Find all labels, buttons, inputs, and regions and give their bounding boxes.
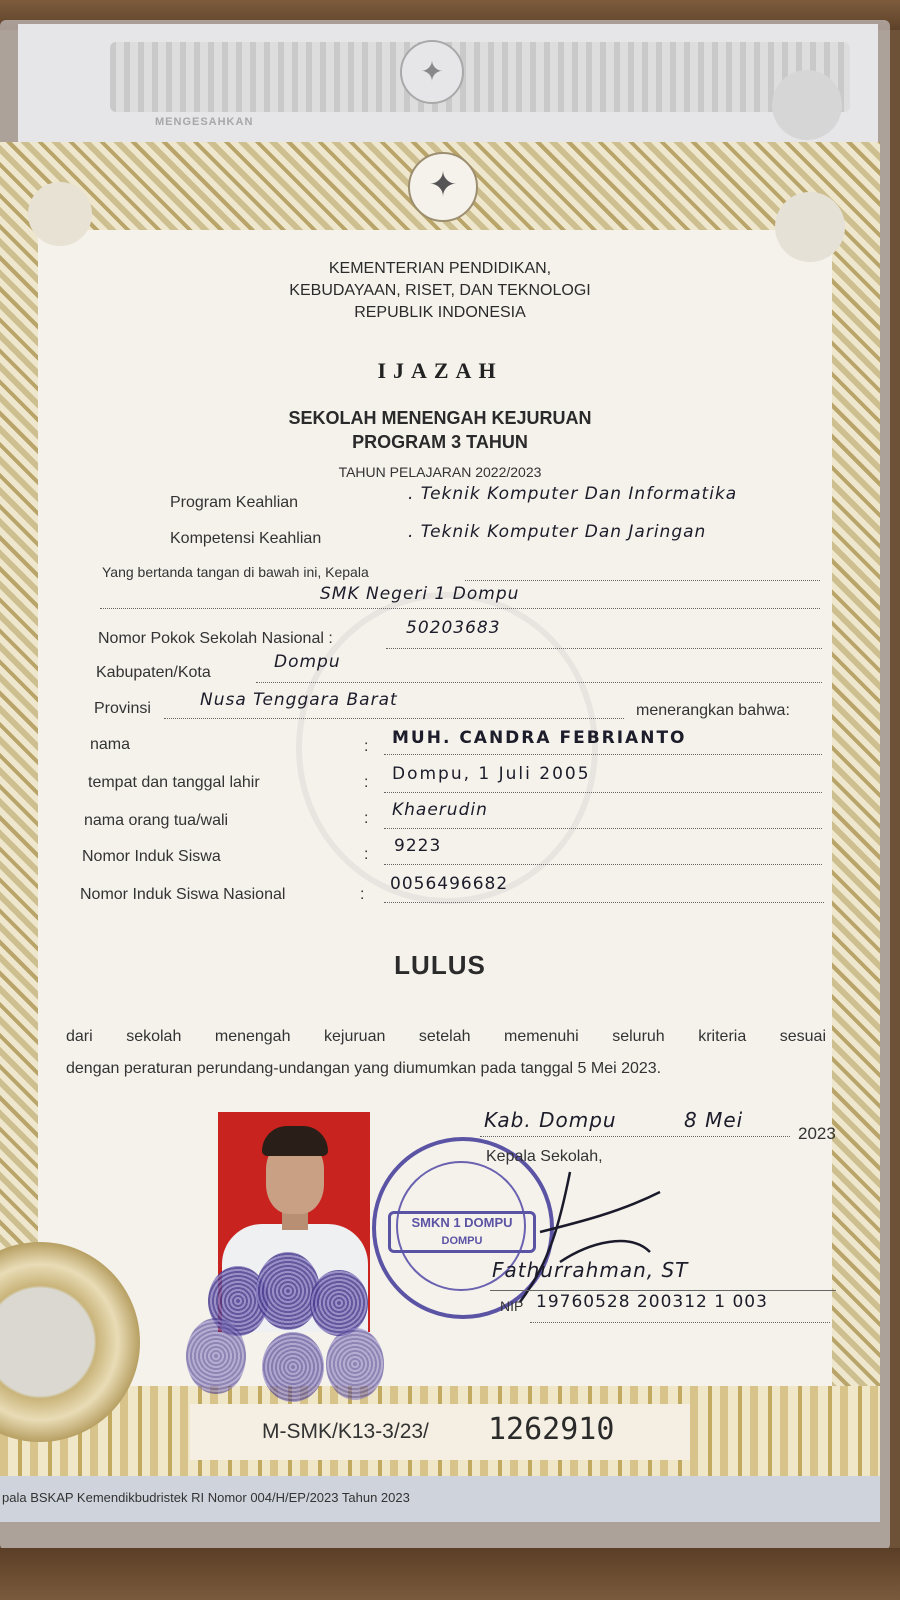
- ttl-dotted-line: [384, 792, 822, 793]
- provinsi-dotted-line: [164, 718, 624, 719]
- principal-name-underline: [490, 1290, 836, 1291]
- orang-tua-value: Khaerudin: [392, 800, 488, 820]
- fingerprint-mark: [326, 1328, 384, 1400]
- nama-colon: :: [364, 738, 369, 755]
- signature-date-dotted-line: [480, 1136, 790, 1137]
- signature-year: 2023: [798, 1124, 836, 1143]
- nisn-label: Nomor Induk Siswa Nasional: [80, 886, 286, 903]
- program-keahlian-value: . Teknik Komputer Dan Informatika: [408, 484, 738, 504]
- garuda-emblem-icon: ✦: [408, 152, 478, 222]
- nip-label: NIP: [500, 1298, 524, 1314]
- fingerprint-mark: [186, 1318, 246, 1394]
- graduation-status: LULUS: [394, 950, 486, 980]
- kepala-dotted-line: [465, 580, 820, 581]
- footer-regulation: pala BSKAP Kemendikbudristek RI Nomor 004/H/EP/2023 Tahun 2023: [2, 1490, 410, 1505]
- ttl-label: tempat dan tanggal lahir: [88, 774, 260, 791]
- nisn-dotted-line: [384, 902, 824, 903]
- nip-value: 19760528 200312 1 003: [536, 1292, 768, 1312]
- document-title: IJAZAH: [377, 358, 503, 383]
- ttl-value: Dompu, 1 Juli 2005: [392, 764, 591, 784]
- corner-medallion-top-right: [775, 192, 845, 262]
- provinsi-suffix: menerangkan bahwa:: [636, 702, 790, 719]
- npsn-value: 50203683: [406, 618, 501, 638]
- corner-medallion-top-left: [28, 182, 92, 246]
- principal-name: Fathurrahman, ST: [492, 1258, 689, 1282]
- npsn-dotted-line: [386, 648, 822, 649]
- ministry-line-2: KEBUDAYAAN, RISET, DAN TEKNOLOGI: [289, 282, 591, 299]
- kepala-intro-label: Yang bertanda tangan di bawah ini, Kepala: [102, 564, 369, 580]
- ministry-line-3: REPUBLIK INDONESIA: [354, 304, 526, 321]
- stamp-center-line-1: SMKN 1 DOMPU: [411, 1215, 513, 1230]
- nis-label: Nomor Induk Siswa: [82, 848, 221, 865]
- ttl-colon: :: [364, 774, 369, 791]
- fingerprint-mark: [262, 1332, 324, 1402]
- nama-label: nama: [90, 736, 131, 753]
- kabupaten-label: Kabupaten/Kota: [96, 664, 211, 681]
- program-duration: PROGRAM 3 TAHUN: [352, 432, 528, 452]
- signature-role: Kepala Sekolah,: [486, 1148, 603, 1165]
- signature-date: 8 Mei: [684, 1108, 744, 1132]
- nis-dotted-line: [384, 864, 822, 865]
- school-type: SEKOLAH MENENGAH KEJURUAN: [288, 408, 592, 428]
- nis-colon: :: [364, 846, 369, 863]
- nis-value: 9223: [394, 836, 442, 856]
- result-paragraph-line-2: dengan peraturan perundang-undangan yang diumumkan pada tanggal 5 Mei 2023.: [66, 1060, 662, 1077]
- fingerprint-mark: [256, 1252, 320, 1330]
- nisn-colon: :: [360, 886, 365, 903]
- orang-tua-colon: :: [364, 810, 369, 827]
- orang-tua-label: nama orang tua/wali: [84, 812, 229, 829]
- ministry-line-1: KEMENTERIAN PENDIDIKAN,: [328, 260, 552, 277]
- back-document-ornament: [110, 42, 850, 112]
- stamp-center-line-2: DOMPU: [441, 1235, 483, 1247]
- program-keahlian-label: Program Keahlian: [170, 494, 299, 511]
- provinsi-value: Nusa Tenggara Barat: [200, 690, 398, 710]
- result-paragraph-line-1: dari sekolah menengah kejuruan setelah memenuhi seluruh kriteria sesuai: [66, 1028, 826, 1045]
- back-garuda-emblem-icon: ✦: [400, 40, 464, 104]
- nama-dotted-line: [384, 754, 822, 755]
- serial-prefix: M-SMK/K13-3/23/: [262, 1420, 429, 1443]
- signature-place: Kab. Dompu: [484, 1108, 617, 1132]
- academic-year: TAHUN PELAJARAN 2022/2023: [338, 464, 542, 480]
- serial-number: 1262910: [488, 1412, 615, 1447]
- ijazah-certificate: [0, 142, 880, 1522]
- tut-wuri-handayani-watermark-icon: [296, 592, 598, 904]
- school-name-dotted-line: [100, 608, 820, 609]
- npsn-label: Nomor Pokok Sekolah Nasional :: [98, 630, 333, 647]
- photo-hair: [262, 1126, 328, 1156]
- back-document-seal: [772, 70, 842, 140]
- fingerprint-mark: [310, 1270, 368, 1336]
- nip-dotted-line: [530, 1322, 830, 1323]
- kompetensi-keahlian-value: . Teknik Komputer Dan Jaringan: [408, 522, 707, 542]
- kabupaten-value: Dompu: [274, 652, 341, 672]
- provinsi-label: Provinsi: [94, 700, 151, 717]
- wooden-table-bottom: [0, 1548, 900, 1600]
- orang-tua-dotted-line: [384, 828, 822, 829]
- back-document-label: MENGESAHKAN: [155, 116, 254, 128]
- nama-value: MUH. CANDRA FEBRIANTO: [392, 728, 687, 748]
- nisn-value: 0056496682: [390, 874, 509, 894]
- kompetensi-keahlian-label: Kompetensi Keahlian: [170, 530, 322, 547]
- school-name-value: SMK Negeri 1 Dompu: [320, 584, 520, 604]
- kabupaten-dotted-line: [256, 682, 822, 683]
